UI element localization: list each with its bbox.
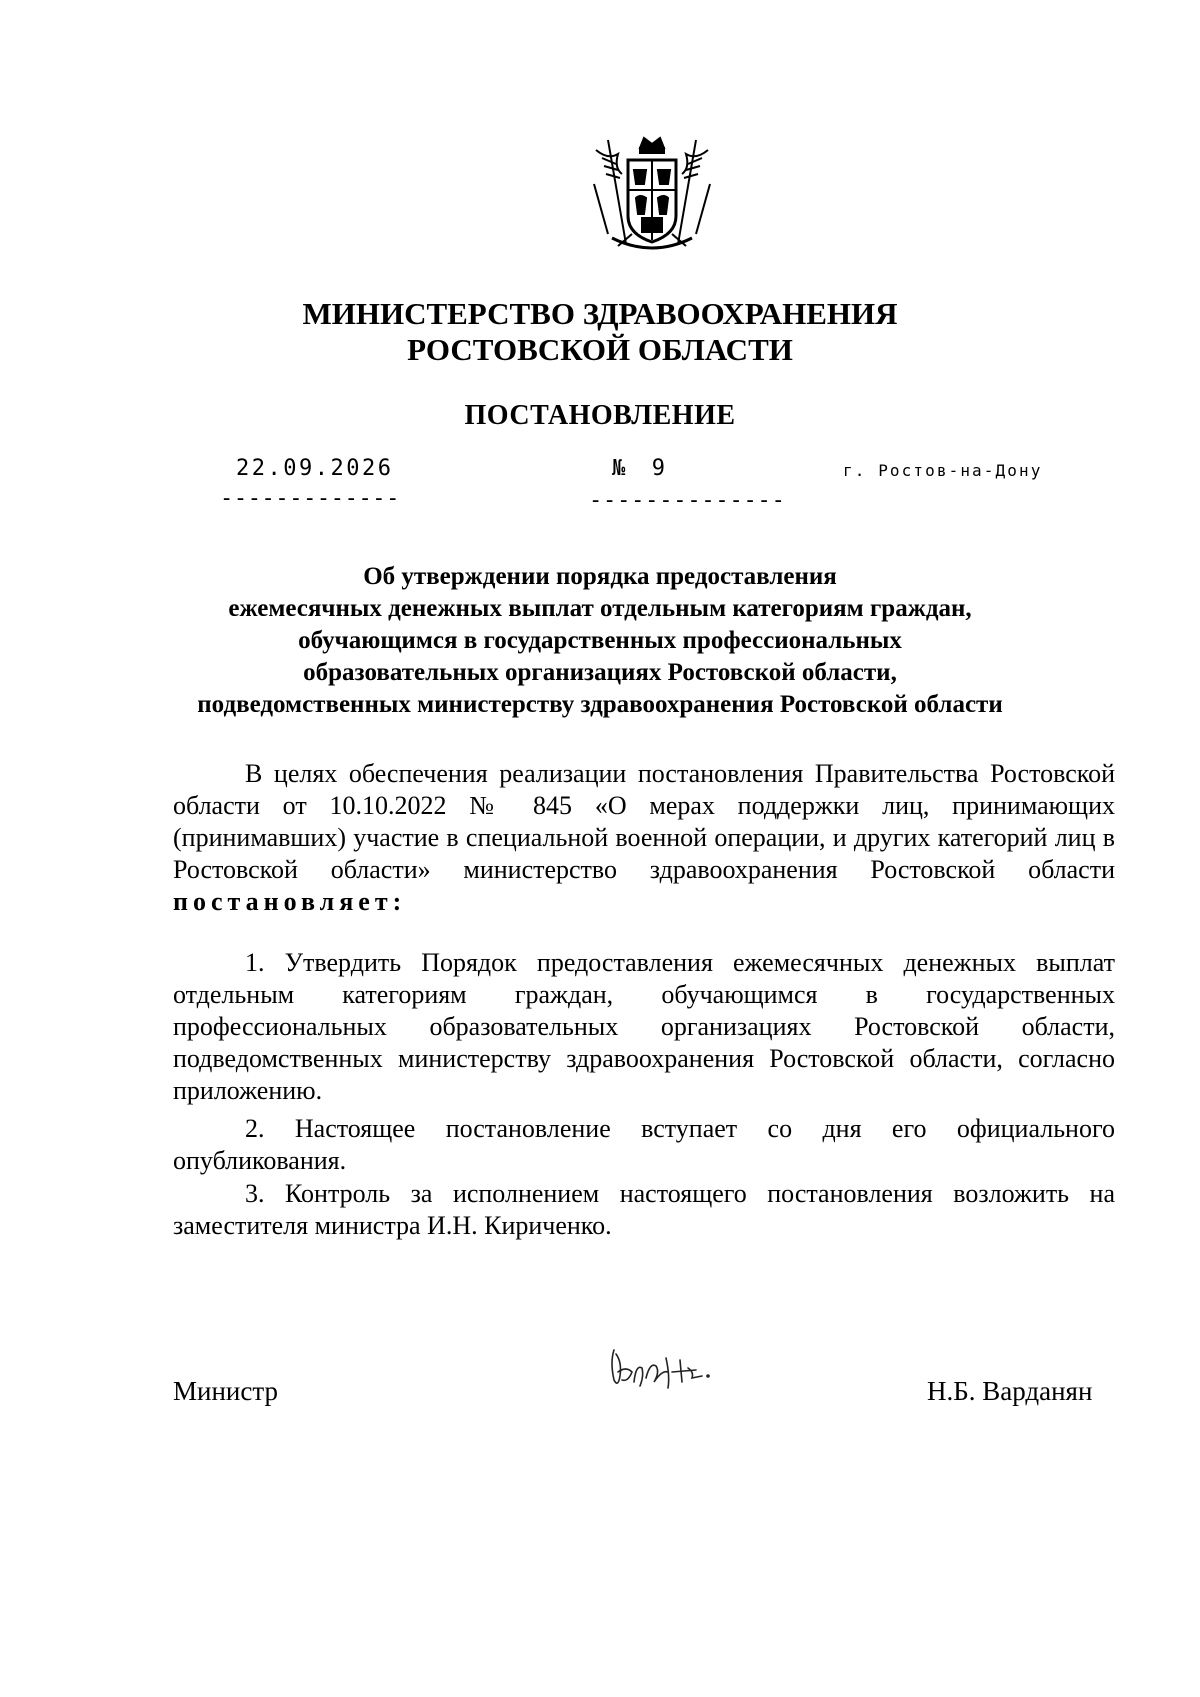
resolve-word: постановляет: bbox=[173, 887, 407, 916]
signatory-name: Н.Б. Варданян bbox=[927, 1376, 1093, 1406]
org-name-line1: МИНИСТЕРСТВО ЗДРАВООХРАНЕНИЯ bbox=[302, 296, 898, 331]
title-line: образовательных организациях Ростовской области, bbox=[303, 659, 897, 686]
item-3-paragraph: 3. Контроль за исполнением настоящего постановления возложить на заместителя министра И.Н. Кириченко. bbox=[173, 1179, 1115, 1240]
signatory-role: Министр bbox=[173, 1376, 278, 1406]
title-line: подведомственных министерству здравоохранения Ростовской области bbox=[197, 691, 1003, 718]
coat-of-arms-icon bbox=[588, 134, 716, 258]
preamble-paragraph bbox=[173, 758, 1115, 918]
document-number: № 9 bbox=[612, 456, 665, 481]
number-underline: -------------- bbox=[589, 488, 786, 513]
title-line: обучающимся в государственных профессиональных bbox=[298, 627, 902, 654]
item-1-paragraph: 1. Утвердить Порядок предоставления ежемесячных денежных выплат отдельным категориям граждан, обучающимся в государственных профессиональных образовательных организациях Ростовской области, подведомственных министерству здравоохранения Ростовской области, согласно приложению. bbox=[173, 948, 1115, 1105]
item-2-paragraph: 2. Настоящее постановление вступает со дня его официального опубликования. bbox=[173, 1114, 1115, 1175]
document-date: 22.09.2026 bbox=[236, 456, 394, 481]
org-name-line2: РОСТОВСКОЙ ОБЛАСТИ bbox=[407, 332, 793, 367]
title-line: ежемесячных денежных выплат отдельным категориям граждан, bbox=[228, 595, 972, 622]
title-line: Об утверждении порядка предоставления bbox=[363, 563, 837, 590]
document-city: г. Ростов-на-Дону bbox=[843, 461, 1043, 480]
document-title bbox=[100, 561, 1100, 721]
document-type: ПОСТАНОВЛЕНИЕ bbox=[464, 400, 736, 431]
date-underline: ------------- bbox=[220, 486, 400, 511]
handwritten-signature-icon bbox=[606, 1342, 716, 1394]
preamble-text: В целях обеспечения реализации постановления Правительства Ростовской области от 10.10.2022 № 845 «О мерах поддержки лиц, принимающих (принимавших) участие в специальной военной операции, и других категорий лиц в Ростовской области» министерство здравоохранения Ростовской области bbox=[173, 759, 1115, 884]
